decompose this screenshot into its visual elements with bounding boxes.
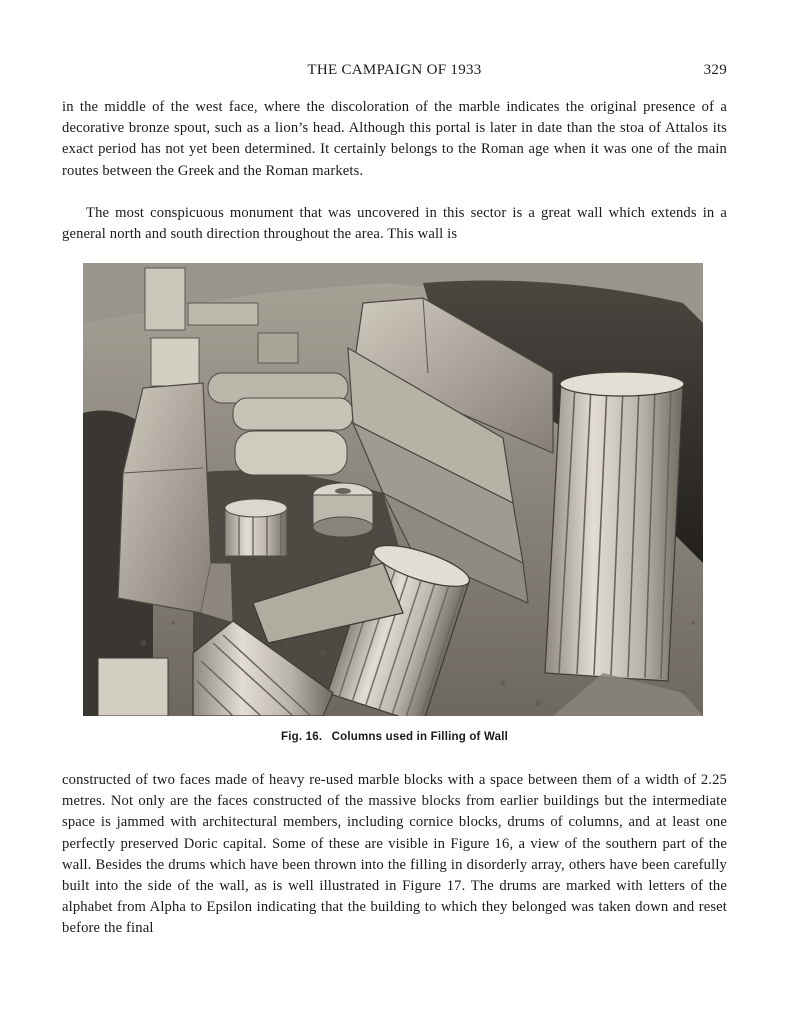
figure-caption bbox=[62, 731, 727, 743]
page-number: 329 bbox=[703, 62, 727, 78]
standing-column bbox=[545, 372, 684, 681]
figure-16-photo bbox=[83, 263, 703, 716]
running-title: THE CAMPAIGN OF 1933 bbox=[307, 62, 482, 78]
paragraph-2 bbox=[62, 203, 727, 245]
page-header bbox=[62, 62, 727, 82]
paragraph-3: constructed of two faces made of heavy re-used marble blocks with a space between them of a width of 2.25 metres. Not only are the faces constructed of the massive blocks from earlier buildings but the intermediate space is jammed with architectural members, including cornice blocks, drums of columns, and at least one perfectly preserved Doric capital. Some of these are visible in Figure 16, a view of the southern part of the wall. Besides the drums which have been thrown into the filling in disorderly array, others have been carefully built into the side of the wall, as is well illustrated in Figure 17. The drums are marked with letters of the alphabet from Alpha to Epsilon indicating that the building to which they belonged was taken down and reset before the final bbox=[62, 772, 727, 937]
paragraph-1: in the middle of the west face, where the discoloration of the marble indicates the original presence of a decorative bronze spout, such as a lion’s head. Although this portal is later in date than the stoa of Attalos its exact period has not yet been determined. It certainly belongs to the Roman age when it was one of the main routes between the Greek and the Roman markets. bbox=[62, 99, 727, 179]
paragraph-2-text: The most conspicuous monument that was uncovered in this sector is a great wall which extends in a general north and south direction throughout the area. This wall is bbox=[62, 205, 727, 243]
excavation-photo-illustration bbox=[83, 263, 703, 716]
figure-label: Fig. 16. bbox=[281, 731, 323, 743]
figure-caption-text: Columns used in Filling of Wall bbox=[331, 731, 508, 743]
